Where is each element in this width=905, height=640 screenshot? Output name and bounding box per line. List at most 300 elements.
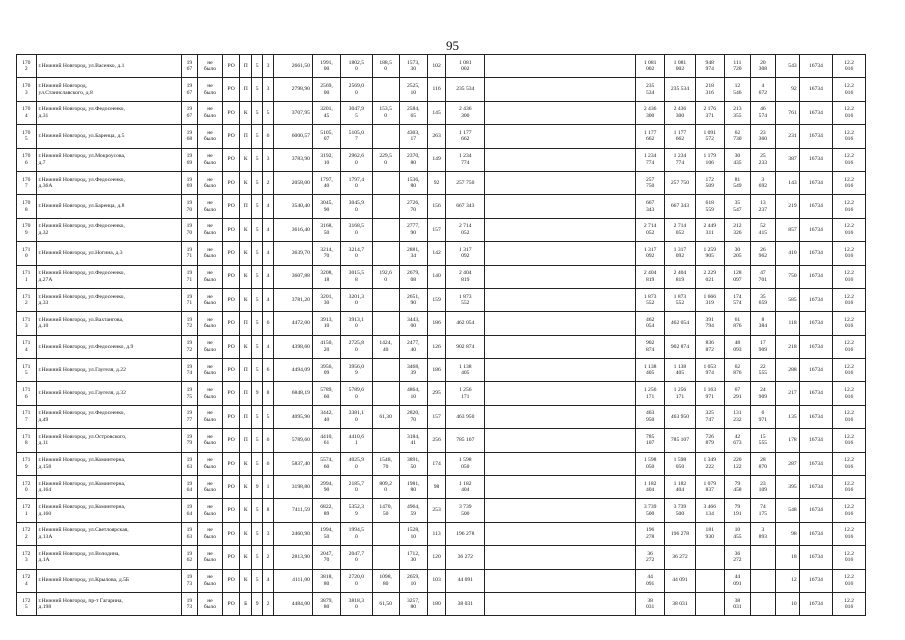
- table-cell: 19 74: [181, 359, 197, 382]
- table-cell: 2569,0 0: [341, 78, 372, 101]
- table-cell: 1 079 837: [695, 476, 724, 499]
- table-cell: 12.2 016: [833, 359, 866, 382]
- table-cell: 47 701: [750, 265, 775, 288]
- table-cell: РО: [222, 171, 239, 194]
- table-cell: 1797, 40: [312, 171, 340, 194]
- table-cell: г.Нижний Новгород, ул.Мокроусова, д.7: [36, 148, 181, 171]
- table-cell: 12.2 016: [833, 218, 866, 241]
- table-cell: 1 259 905: [695, 242, 724, 265]
- table-cell: г.Нижний Новгород, ул.Коминтерна, д.160: [36, 499, 181, 522]
- table-row: [17, 195, 892, 218]
- table-cell: [372, 546, 399, 569]
- table-cell: 3616,40: [273, 218, 312, 241]
- table-cell: 12.2 016: [833, 429, 866, 452]
- table-cell: 36 272: [665, 546, 695, 569]
- empty-cell: [485, 592, 636, 615]
- table-cell: 16734: [799, 55, 833, 78]
- table-cell: 1994,5 0: [341, 522, 372, 545]
- table-cell: 196 278: [446, 522, 485, 545]
- table-cell: г.Нижний Новгород, ул.Ногина, д.3: [36, 242, 181, 265]
- table-cell: 19 70: [181, 195, 197, 218]
- table-cell: 3: [263, 148, 274, 171]
- table-cell: 2 449 311: [695, 218, 724, 241]
- table-cell: 3607,88: [273, 265, 312, 288]
- table-cell: 5: [252, 242, 263, 265]
- table-cell: 26 962: [750, 242, 775, 265]
- table-cell: 1 138 405: [636, 359, 665, 382]
- table-cell: 5105,0 7: [341, 125, 372, 148]
- table-cell: 46 574: [750, 101, 775, 124]
- table-cell: 235 534: [636, 78, 665, 101]
- table-cell: не было: [198, 476, 223, 499]
- table-cell: 1 873 552: [665, 288, 695, 311]
- table-cell: 12.2 016: [833, 171, 866, 194]
- table-cell: 6: [263, 125, 274, 148]
- table-cell: 19 72: [181, 312, 197, 335]
- table-cell: 2994, 90: [312, 476, 340, 499]
- table-cell: 4: [263, 218, 274, 241]
- table-cell: 16734: [799, 429, 833, 452]
- table-row: [17, 171, 892, 194]
- table-cell: 36 272: [446, 546, 485, 569]
- table-cell: 4: [263, 335, 274, 358]
- table-cell: г.Нижний Новгород, ул.Островского, д.11: [36, 429, 181, 452]
- table-cell: не было: [198, 125, 223, 148]
- table-cell: не было: [198, 171, 223, 194]
- table-row: [17, 335, 892, 358]
- table-cell: 3: [263, 55, 274, 78]
- table-cell: 5: [252, 218, 263, 241]
- table-cell: 3879, 80: [312, 592, 340, 615]
- table-cell: 3 739 500: [446, 499, 485, 522]
- table-cell: 3 739 500: [636, 499, 665, 522]
- table-cell: г.Нижний Новгород, ул.Федосеенко, д.32: [36, 218, 181, 241]
- table-cell: 295: [427, 382, 445, 405]
- table-cell: 4025,9 0: [341, 452, 372, 475]
- table-cell: 12.2 016: [833, 592, 866, 615]
- table-cell: 12.2 016: [833, 78, 866, 101]
- table-cell: РО: [222, 101, 239, 124]
- table-cell: 16734: [799, 101, 833, 124]
- table-cell: [695, 546, 724, 569]
- table-cell: 2 714 052: [446, 218, 485, 241]
- table-cell: 15 555: [750, 429, 775, 452]
- table-cell: 3257, 80: [399, 592, 427, 615]
- table-cell: 213 355: [724, 101, 750, 124]
- table-cell: 62 730: [724, 125, 750, 148]
- table-cell: 1 256 171: [446, 382, 485, 405]
- table-cell: 174: [427, 452, 445, 475]
- table-cell: 2 714 052: [636, 218, 665, 241]
- table-cell: 1 179 106: [695, 148, 724, 171]
- table-cell: 170 9: [17, 218, 37, 241]
- table-cell: 836 872: [695, 335, 724, 358]
- table-cell: 38 031: [636, 592, 665, 615]
- table-cell: 9: [252, 382, 263, 405]
- table-cell: 16734: [799, 265, 833, 288]
- table-cell: 19 64: [181, 476, 197, 499]
- table-cell: 1 177 662: [665, 125, 695, 148]
- table-cell: РО: [222, 78, 239, 101]
- table-cell: [372, 522, 399, 545]
- table-cell: 61 876: [724, 312, 750, 335]
- table-cell: 2477, 40: [399, 335, 427, 358]
- table-cell: 12.2 016: [833, 522, 866, 545]
- table-cell: 19 67: [181, 55, 197, 78]
- table-cell: 463 950: [665, 405, 695, 428]
- table-cell: 118: [775, 312, 799, 335]
- table-cell: 1 177 662: [446, 125, 485, 148]
- table-cell: 6000,57: [273, 125, 312, 148]
- table-cell: 2569, 00: [312, 78, 340, 101]
- table-row: [17, 522, 892, 545]
- table-cell: 12.2 016: [833, 125, 866, 148]
- table-cell: 1 256 171: [636, 382, 665, 405]
- table-cell: 3: [263, 78, 274, 101]
- table-cell: 3956, 09: [312, 359, 340, 382]
- table-cell: 2798,90: [273, 78, 312, 101]
- table-cell: 171 6: [17, 382, 37, 405]
- table-cell: г.Нижний Новгород, ул.Баренца, д.8: [36, 195, 181, 218]
- table-cell: 5: [252, 195, 263, 218]
- table-cell: 3 893: [750, 522, 775, 545]
- table-cell: 2 436 300: [446, 101, 485, 124]
- table-cell: 38 031: [446, 592, 485, 615]
- table-row: [17, 101, 892, 124]
- table-cell: 145: [427, 101, 445, 124]
- table-cell: РО: [222, 125, 239, 148]
- table-cell: К: [240, 522, 252, 545]
- table-cell: К: [240, 171, 252, 194]
- table-row: [17, 265, 892, 288]
- table-cell: 462 054: [636, 312, 665, 335]
- table-cell: 19 69: [181, 148, 197, 171]
- table-cell: г.Нижний Новгород, ул.Федосеенко, д.31: [36, 101, 181, 124]
- table-cell: г.Нижний Новгород, ул.Светлоярская, д.13А: [36, 522, 181, 545]
- table-cell: РО: [222, 359, 239, 382]
- empty-cell: [485, 429, 636, 452]
- table-cell: не было: [198, 405, 223, 428]
- empty-cell: [485, 55, 636, 78]
- table-cell: 12.2 016: [833, 312, 866, 335]
- table-cell: 2679, 08: [399, 265, 427, 288]
- table-cell: 16734: [799, 546, 833, 569]
- table-cell: 218 316: [695, 78, 724, 101]
- table-cell: 98: [427, 476, 445, 499]
- table-cell: 171 1: [17, 265, 37, 288]
- table-cell: 16734: [799, 288, 833, 311]
- table-cell: 16734: [799, 452, 833, 475]
- table-cell: 543: [775, 55, 799, 78]
- table-cell: 120: [427, 546, 445, 569]
- table-cell: РО: [222, 592, 239, 615]
- table-cell: П: [240, 312, 252, 335]
- empty-cell: [485, 499, 636, 522]
- table-cell: 902 874: [636, 335, 665, 358]
- table-cell: 19 68: [181, 125, 197, 148]
- table-cell: 12.2 016: [833, 195, 866, 218]
- table-cell: 38 031: [724, 592, 750, 615]
- table-cell: 3707,95: [273, 101, 312, 124]
- table-cell: 36 272: [724, 546, 750, 569]
- table-cell: 38 031: [665, 592, 695, 615]
- table-cell: 2659, 10: [399, 569, 427, 592]
- table-cell: 2725,8 0: [341, 335, 372, 358]
- table-cell: 192,6 0: [372, 265, 399, 288]
- table-cell: 857: [775, 218, 799, 241]
- table-cell: 19 71: [181, 288, 197, 311]
- table-row: [17, 592, 892, 615]
- table-cell: 6: [263, 429, 274, 452]
- table-cell: 12.2 016: [833, 288, 866, 311]
- table-cell: 1 053 974: [695, 359, 724, 382]
- table-cell: 5: [252, 288, 263, 311]
- table-cell: 785 107: [636, 429, 665, 452]
- empty-cell: [485, 171, 636, 194]
- table-cell: К: [240, 242, 252, 265]
- table-cell: 2881, 34: [399, 242, 427, 265]
- table-cell: 9: [252, 592, 263, 615]
- table-cell: 1994, 50: [312, 522, 340, 545]
- table-cell: 16734: [799, 335, 833, 358]
- table-cell: 5: [263, 405, 274, 428]
- table-cell: 3214,7 0: [341, 242, 372, 265]
- table-cell: 170 4: [17, 101, 37, 124]
- table-cell: П: [240, 55, 252, 78]
- table-cell: 25 233: [750, 148, 775, 171]
- table-cell: 2 229 021: [695, 265, 724, 288]
- table-cell: 235 534: [665, 78, 695, 101]
- table-cell: 2820, 70: [399, 405, 427, 428]
- table-cell: 948 974: [695, 55, 724, 78]
- table-cell: 35 659: [750, 288, 775, 311]
- table-cell: 16734: [799, 78, 833, 101]
- table-cell: 196 278: [636, 522, 665, 545]
- table-cell: 5: [252, 429, 263, 452]
- table-cell: 172 509: [695, 171, 724, 194]
- table-cell: 10: [775, 592, 799, 615]
- table-cell: 1 317 092: [665, 242, 695, 265]
- table-cell: 3: [263, 522, 274, 545]
- table-cell: РО: [222, 288, 239, 311]
- table-cell: 4484,00: [273, 592, 312, 615]
- table-cell: 12: [775, 569, 799, 592]
- table-cell: 12.2 016: [833, 101, 866, 124]
- table-cell: 2525, 10: [399, 78, 427, 101]
- table-cell: 2 404 819: [446, 265, 485, 288]
- table-cell: 103: [427, 569, 445, 592]
- table-cell: [372, 288, 399, 311]
- table-cell: 19 71: [181, 265, 197, 288]
- table-cell: 2962,6 0: [341, 148, 372, 171]
- table-cell: К: [240, 569, 252, 592]
- table-cell: РО: [222, 499, 239, 522]
- table-cell: К: [240, 265, 252, 288]
- table-cell: 2370, 80: [399, 148, 427, 171]
- table-cell: 30 435: [724, 148, 750, 171]
- table-cell: 667 343: [446, 195, 485, 218]
- table-cell: не было: [198, 429, 223, 452]
- table-cell: 1 317 092: [636, 242, 665, 265]
- table-cell: 3015,5 8: [341, 265, 372, 288]
- table-cell: 171 7: [17, 405, 37, 428]
- table-cell: 257 750: [636, 171, 665, 194]
- table-cell: 2777, 90: [399, 218, 427, 241]
- table-cell: 12.2 016: [833, 546, 866, 569]
- table-cell: [372, 359, 399, 382]
- table-cell: 3208, 18: [312, 265, 340, 288]
- table-cell: 92: [427, 171, 445, 194]
- table-cell: 325 747: [695, 405, 724, 428]
- table-cell: 4398,60: [273, 335, 312, 358]
- table-cell: 3891, 50: [399, 452, 427, 475]
- table-cell: 174 574: [724, 288, 750, 311]
- table-cell: 1098, 80: [372, 569, 399, 592]
- table-cell: П: [240, 78, 252, 101]
- table-cell: 92: [775, 78, 799, 101]
- table-cell: 19 73: [181, 592, 197, 615]
- table-cell: П: [240, 125, 252, 148]
- table-cell: 3956,0 9: [341, 359, 372, 382]
- table-cell: 1 234 774: [636, 148, 665, 171]
- table-cell: 67 291: [724, 382, 750, 405]
- table-cell: 785 107: [446, 429, 485, 452]
- table-cell: 5: [252, 546, 263, 569]
- table-cell: 3913,1 0: [341, 312, 372, 335]
- table-cell: 6: [263, 359, 274, 382]
- table-cell: 62 876: [724, 359, 750, 382]
- table-cell: 17 909: [750, 335, 775, 358]
- table-cell: 2 404 819: [636, 265, 665, 288]
- table-cell: 1 138 405: [665, 359, 695, 382]
- table-cell: 5: [252, 335, 263, 358]
- table-cell: 48 093: [724, 335, 750, 358]
- table-cell: 5352,3 9: [341, 499, 372, 522]
- table-cell: 5789,60: [273, 429, 312, 452]
- table-cell: 180: [427, 592, 445, 615]
- table-cell: 2 436 300: [636, 101, 665, 124]
- table-cell: 2: [263, 546, 274, 569]
- table-cell: 61,50: [372, 592, 399, 615]
- table-cell: 4: [263, 265, 274, 288]
- empty-cell: [485, 312, 636, 335]
- table-cell: 159: [427, 288, 445, 311]
- table-cell: 2661,50: [273, 55, 312, 78]
- table-cell: 667 343: [636, 195, 665, 218]
- table-cell: 19 67: [181, 78, 197, 101]
- table-cell: 16734: [799, 125, 833, 148]
- table-cell: Б: [240, 592, 252, 615]
- table-cell: не было: [198, 452, 223, 475]
- table-cell: г.Нижний Новгород, ул.Баренца, д.5: [36, 125, 181, 148]
- table-cell: г.Нижний Новгород, ул.Федосеенко, д.36А: [36, 171, 181, 194]
- table-cell: 3201, 45: [312, 101, 340, 124]
- table-cell: 1 081 002: [665, 55, 695, 78]
- table-row: [17, 312, 892, 335]
- table-cell: г.Нижний Новгород, ул.Вахтангова, д.10: [36, 312, 181, 335]
- table-cell: [750, 569, 775, 592]
- table-cell: [750, 592, 775, 615]
- table-cell: 16734: [799, 148, 833, 171]
- table-cell: 218: [775, 335, 799, 358]
- table-cell: 1797,4 0: [341, 171, 372, 194]
- table-cell: 463 950: [636, 405, 665, 428]
- table-cell: 172 4: [17, 569, 37, 592]
- table-cell: 809,2 0: [372, 476, 399, 499]
- table-cell: 188,5 0: [372, 55, 399, 78]
- table-cell: 4: [263, 195, 274, 218]
- table-cell: не было: [198, 242, 223, 265]
- table-cell: 1 666 319: [695, 288, 724, 311]
- table-cell: 111 720: [724, 55, 750, 78]
- table-cell: 287: [775, 452, 799, 475]
- table-cell: 3639,70: [273, 242, 312, 265]
- table-cell: 1424, 40: [372, 335, 399, 358]
- table-cell: 172 1: [17, 499, 37, 522]
- table-cell: 1470, 50: [372, 499, 399, 522]
- table-cell: 19 73: [181, 569, 197, 592]
- table-cell: 4303, 17: [399, 125, 427, 148]
- table-cell: 172 0: [17, 476, 37, 499]
- table-cell: К: [240, 452, 252, 475]
- table-cell: 142: [427, 242, 445, 265]
- table-cell: 220 122: [724, 452, 750, 475]
- table-cell: 1981, 80: [399, 476, 427, 499]
- table-cell: 5837,40: [273, 452, 312, 475]
- table-cell: [695, 592, 724, 615]
- table-cell: 785 107: [665, 429, 695, 452]
- table-cell: 8: [263, 382, 274, 405]
- table-cell: 2 176 371: [695, 101, 724, 124]
- table-cell: 410: [775, 242, 799, 265]
- table-cell: 3818, 80: [312, 569, 340, 592]
- table-cell: 5: [252, 55, 263, 78]
- table-cell: РО: [222, 312, 239, 335]
- table-cell: 12.2 016: [833, 242, 866, 265]
- table-cell: 171 2: [17, 288, 37, 311]
- table-cell: 19 71: [181, 242, 197, 265]
- table-cell: 5: [263, 101, 274, 124]
- table-cell: 42 673: [724, 429, 750, 452]
- table-cell: 196 278: [665, 522, 695, 545]
- table-cell: РО: [222, 522, 239, 545]
- empty-cell: [485, 288, 636, 311]
- table-cell: 2 404 819: [665, 265, 695, 288]
- table-cell: 1712, 30: [399, 546, 427, 569]
- table-cell: 128 097: [724, 265, 750, 288]
- table-cell: 172 3: [17, 546, 37, 569]
- table-cell: 19 72: [181, 335, 197, 358]
- table-cell: П: [240, 195, 252, 218]
- table-cell: П: [240, 382, 252, 405]
- table-cell: 2047, 70: [312, 546, 340, 569]
- table-cell: 3168,5 0: [341, 218, 372, 241]
- table-row: [17, 382, 892, 405]
- table-cell: 5: [252, 148, 263, 171]
- table-cell: 20 308: [750, 55, 775, 78]
- table-cell: 157: [427, 405, 445, 428]
- table-cell: 3913, 10: [312, 312, 340, 335]
- table-cell: 16734: [799, 195, 833, 218]
- table-cell: 750: [775, 265, 799, 288]
- table-row: [17, 499, 892, 522]
- table-cell: 16734: [799, 476, 833, 499]
- table-cell: 171 3: [17, 312, 37, 335]
- empty-cell: [485, 265, 636, 288]
- table-cell: 5: [252, 405, 263, 428]
- table-cell: РО: [222, 382, 239, 405]
- table-cell: не было: [198, 592, 223, 615]
